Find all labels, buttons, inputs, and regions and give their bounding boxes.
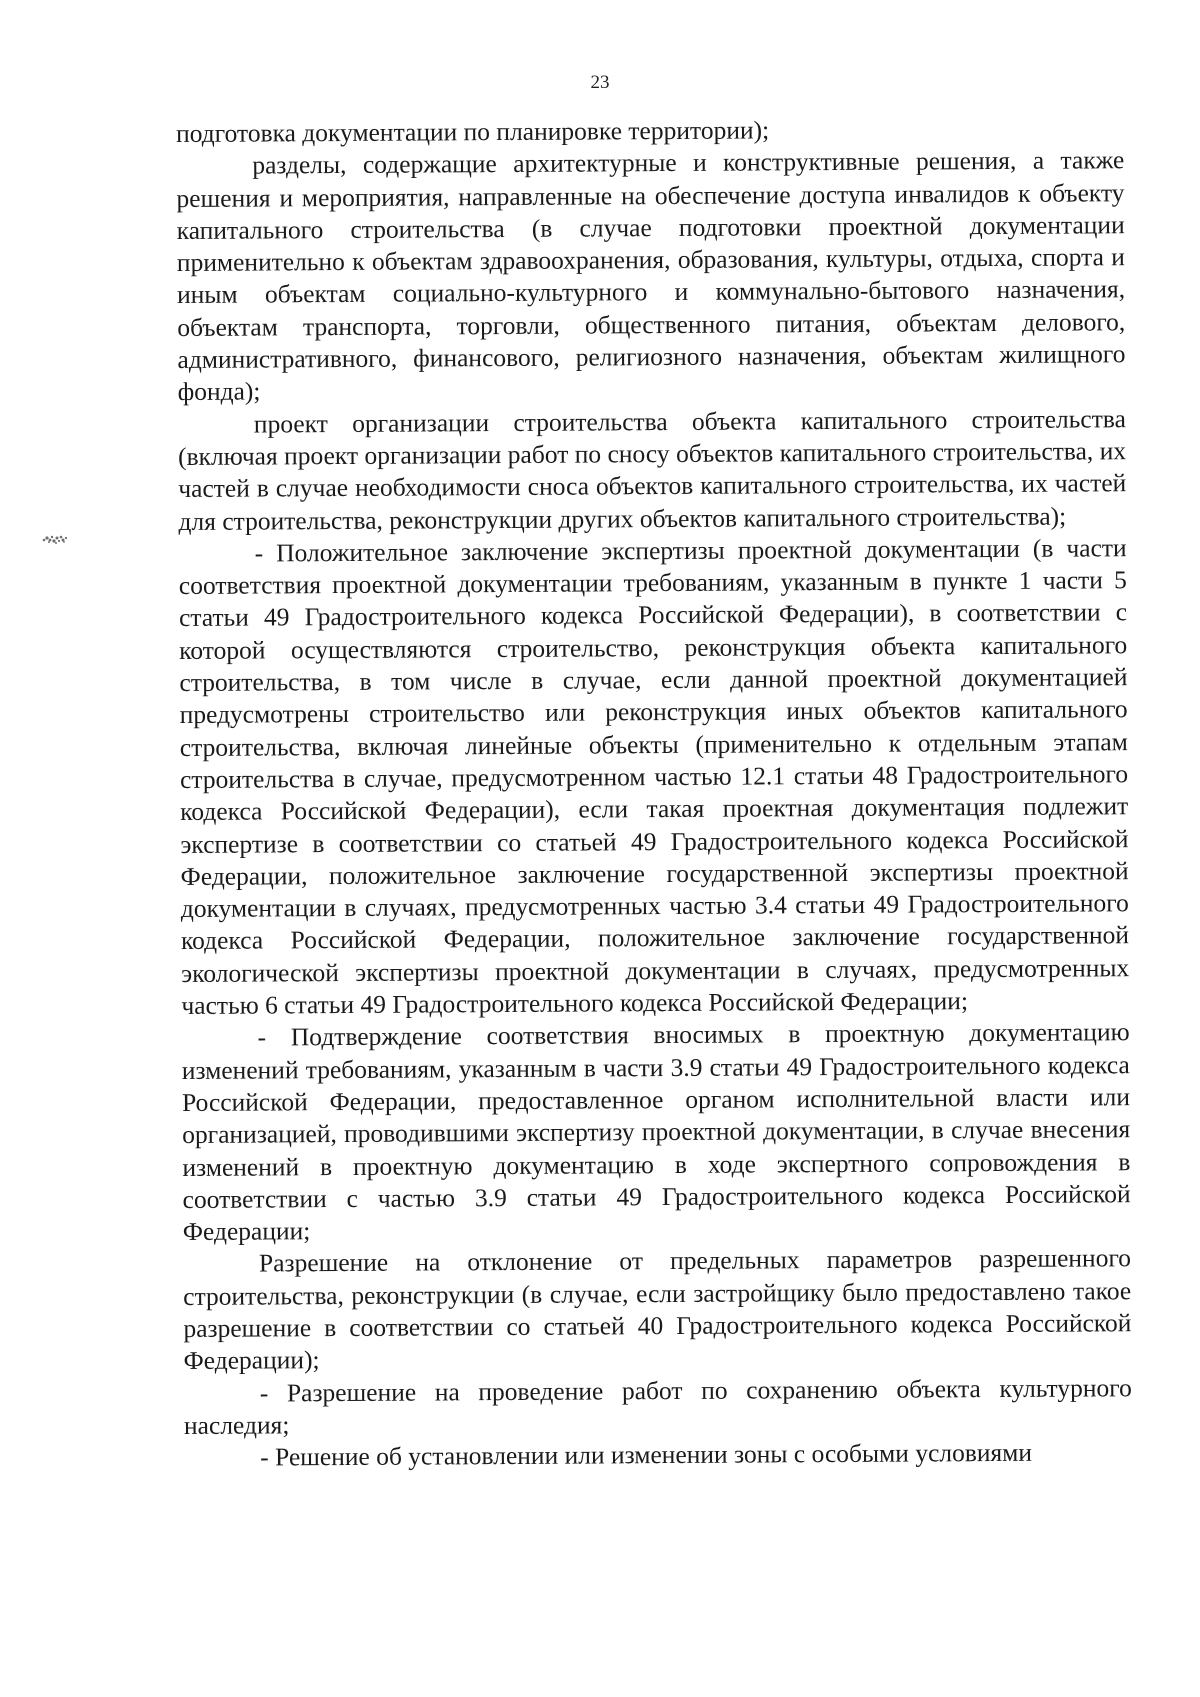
- paragraph-heritage-permit: - Разрешение на проведение работ по сохранению объекта культурного наследия;: [183, 1372, 1132, 1440]
- paragraph-construction-project: проект организации строительства объекта капитального строительства (включая проект организации работ по сносу объектов капитального строительства, их частей в случае необходимости сноса объектов капитального строительства, их частей для строительства, реконструкции других объектов капитального строительства);: [177, 403, 1127, 536]
- paragraph-changes-confirmation: - Подтверждение соответствия вносимых в проектную документацию изменений требованиям, указанным в части 3.9 статьи 49 Градостроительного кодекса Российской Федерации, предоставленное органом исполнительной власти или организацией, проводившими экспертизу проектной документации, в случае внесения изменений в проектную документацию в ходе экспертного сопровождения в соответствии с частью 3.9 статьи 49 Градостроительного кодекса Российской Федерации;: [181, 1017, 1131, 1247]
- scan-smudge-mark: [40, 532, 70, 546]
- document-body: [176, 112, 1132, 1474]
- paragraph-architectural-sections: разделы, содержащие архитектурные и конструктивные решения, а также решения и мероприятия, направленные на обеспечение доступа инвалидов к объекту капитального строительства (в случае подготовки проектной документации применительно к объектам здравоохранения, образования, культуры, отдыха, спорта и иным объектам социально-культурного и коммунально-бытового назначения, объектам транспорта, торговли, общественного питания, объектам делового, административного, финансового, религиозного назначения, объектам жилищного фонда);: [176, 145, 1126, 407]
- paragraph-expertise-conclusion: - Положительное заключение экспертизы проектной документации (в части соответствия проектной документации требованиям, указанным в пункте 1 части 5 статьи 49 Градостроительного кодекса Российской Федерации), в соответствии с которой осуществляются строительство, реконструкция объекта капитального строительства, в том числе в случае, если данной проектной документацией предусмотрены строительство или реконструкция иных объектов капитального строительства, включая линейные объекты (применительно к отдельным этапам строительства в случае, предусмотренном частью 12.1 статьи 48 Градостроительного кодекса Российской Федерации), если такая проектная документация подлежит экспертизе в соответствии со статьей 49 Градостроительного кодекса Российской Федерации, положительное заключение государственной экспертизы проектной документации в случаях, предусмотренных частью 3.4 статьи 49 Градостроительного кодекса Российской Федерации, положительное заключение государственной экологической экспертизы проектной документации в случаях, предусмотренных частью 6 статьи 49 Градостроительного кодекса Российской Федерации;: [178, 533, 1130, 1020]
- paragraph-deviation-permit: Разрешение на отклонение от предельных параметров разрешенного строительства, реконструкции (в случае, если застройщику было предоставлено такое разрешение в соответствии со статьей 40 Градостроительного кодекса Российской Федерации);: [183, 1243, 1132, 1376]
- page-number: 23: [590, 72, 610, 93]
- paragraph-special-zone-decision: - Решение об установлении или изменении зоны с особыми условиями: [260, 1437, 1033, 1472]
- paragraph-continuation: подготовка документации по планировке территории);: [176, 115, 770, 148]
